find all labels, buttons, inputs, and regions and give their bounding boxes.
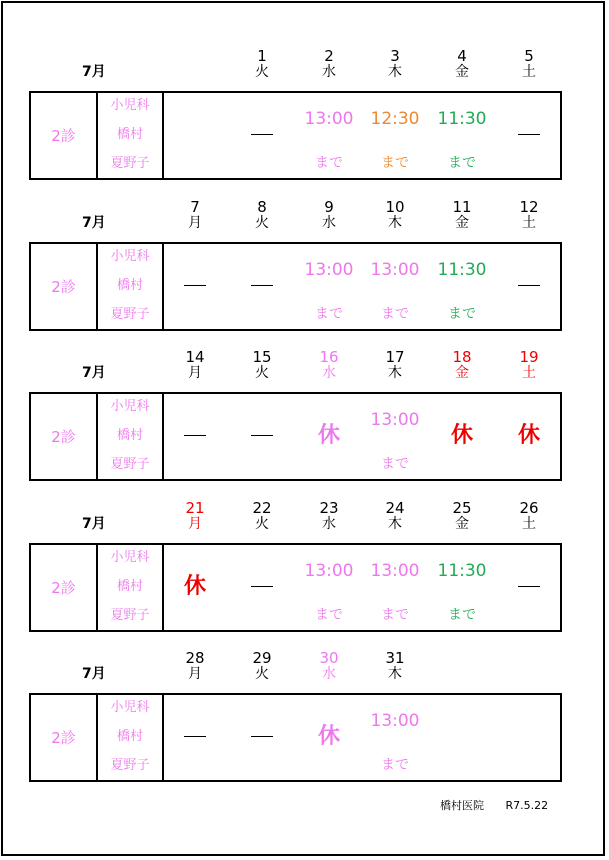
until-label: まで <box>381 757 409 773</box>
day-number: 5 <box>524 47 534 65</box>
weekday: 土 <box>522 64 536 80</box>
weekday: 月 <box>188 516 202 532</box>
day-number: 29 <box>252 649 272 667</box>
closed-label: 休 <box>450 423 473 448</box>
department-label: 2診 <box>51 428 76 446</box>
day-header <box>365 199 425 231</box>
weekday: 月 <box>188 365 202 381</box>
doctor-label: 小児科 <box>110 98 150 113</box>
month-label: 7月 <box>82 365 106 381</box>
day-header <box>232 650 292 682</box>
day-header <box>499 500 559 532</box>
day-header <box>499 199 559 231</box>
month-label: 7月 <box>82 64 106 80</box>
day-header <box>299 650 359 682</box>
day-header <box>232 48 292 80</box>
end-time: 13:00 <box>304 561 354 581</box>
week-block <box>0 649 609 784</box>
weekday: 土 <box>522 215 536 231</box>
weekday: 木 <box>388 215 402 231</box>
day-header <box>299 48 359 80</box>
day-number: 31 <box>385 649 405 667</box>
doctor-label: 橋村 <box>116 278 143 293</box>
divider <box>162 394 164 479</box>
weekday: 水 <box>322 215 336 231</box>
until-label: まで <box>315 306 343 322</box>
day-number: 16 <box>319 348 339 366</box>
day-number: 21 <box>185 499 205 517</box>
day-header <box>299 199 359 231</box>
dash-no-clinic <box>184 435 206 436</box>
weekday: 火 <box>255 64 269 80</box>
week-block <box>0 198 609 333</box>
end-time: 11:30 <box>437 260 487 280</box>
closed-label: 休 <box>517 423 540 448</box>
doctor-label: 小児科 <box>110 550 150 565</box>
week-block <box>0 348 609 483</box>
weekday: 火 <box>255 365 269 381</box>
day-header <box>432 199 492 231</box>
weekday: 金 <box>455 215 469 231</box>
schedule-box <box>29 392 562 481</box>
end-time: 13:00 <box>370 260 420 280</box>
revision-date: R7.5.22 <box>505 799 549 812</box>
doctor-label: 夏野子 <box>110 156 150 171</box>
schedule-box <box>29 543 562 632</box>
doctor-label: 夏野子 <box>110 608 150 623</box>
department-label: 2診 <box>51 127 76 145</box>
weekday: 木 <box>388 516 402 532</box>
day-header <box>365 349 425 381</box>
day-header <box>299 349 359 381</box>
day-header <box>365 650 425 682</box>
day-header <box>365 48 425 80</box>
doctor-label: 夏野子 <box>110 307 150 322</box>
day-header <box>165 500 225 532</box>
schedule-box <box>29 91 562 180</box>
doctor-label: 橋村 <box>116 428 143 443</box>
doctor-label: 小児科 <box>110 700 150 715</box>
doctor-label: 橋村 <box>116 127 143 142</box>
day-header <box>299 500 359 532</box>
closed-label: 休 <box>317 423 340 448</box>
day-number: 22 <box>252 499 272 517</box>
weekday: 火 <box>255 666 269 682</box>
day-number: 4 <box>457 47 467 65</box>
day-number: 3 <box>390 47 400 65</box>
end-time: 13:00 <box>304 109 354 129</box>
day-number: 12 <box>519 198 539 216</box>
day-number: 11 <box>452 198 472 216</box>
day-number: 19 <box>519 348 539 366</box>
day-header <box>165 349 225 381</box>
day-number: 30 <box>319 649 339 667</box>
department-label: 2診 <box>51 278 76 296</box>
day-header <box>432 500 492 532</box>
dash-no-clinic <box>518 134 540 135</box>
divider <box>162 244 164 329</box>
day-number: 14 <box>185 348 205 366</box>
day-number: 8 <box>257 198 267 216</box>
weekday: 月 <box>188 666 202 682</box>
weekday: 木 <box>388 666 402 682</box>
day-number: 1 <box>257 47 267 65</box>
until-label: まで <box>381 155 409 171</box>
day-number: 17 <box>385 348 405 366</box>
weekday: 土 <box>522 365 536 381</box>
day-header <box>232 349 292 381</box>
department-label: 2診 <box>51 729 76 747</box>
weekday: 金 <box>455 365 469 381</box>
weekday: 火 <box>255 516 269 532</box>
day-number: 18 <box>452 348 472 366</box>
dash-no-clinic <box>251 134 273 135</box>
end-time: 12:30 <box>370 109 420 129</box>
day-number: 26 <box>519 499 539 517</box>
until-label: まで <box>448 607 476 623</box>
doctor-label: 小児科 <box>110 249 150 264</box>
day-number: 2 <box>324 47 334 65</box>
dash-no-clinic <box>518 586 540 587</box>
dash-no-clinic <box>518 285 540 286</box>
end-time: 11:30 <box>437 561 487 581</box>
dash-no-clinic <box>251 435 273 436</box>
schedule-box <box>29 242 562 331</box>
day-header <box>232 500 292 532</box>
month-label: 7月 <box>82 666 106 682</box>
weekday: 金 <box>455 516 469 532</box>
weekday: 木 <box>388 64 402 80</box>
day-number: 28 <box>185 649 205 667</box>
day-number: 7 <box>190 198 200 216</box>
until-label: まで <box>381 607 409 623</box>
doctor-label: 橋村 <box>116 729 143 744</box>
day-header <box>232 199 292 231</box>
end-time: 13:00 <box>370 711 420 731</box>
until-label: まで <box>315 607 343 623</box>
weekday: 木 <box>388 365 402 381</box>
divider <box>162 93 164 178</box>
doctor-label: 夏野子 <box>110 457 150 472</box>
weekday: 水 <box>322 516 336 532</box>
closed-label: 休 <box>183 574 206 599</box>
day-header <box>432 48 492 80</box>
doctor-label: 夏野子 <box>110 758 150 773</box>
day-number: 15 <box>252 348 272 366</box>
end-time: 13:00 <box>370 410 420 430</box>
day-header <box>165 650 225 682</box>
doctor-label: 小児科 <box>110 399 150 414</box>
weekday: 水 <box>322 64 336 80</box>
department-label: 2診 <box>51 579 76 597</box>
until-label: まで <box>315 155 343 171</box>
until-label: まで <box>448 306 476 322</box>
doctor-label: 橋村 <box>116 579 143 594</box>
day-header <box>499 349 559 381</box>
day-header <box>165 199 225 231</box>
dash-no-clinic <box>184 285 206 286</box>
end-time: 13:00 <box>304 260 354 280</box>
weekday: 水 <box>322 666 336 682</box>
dash-no-clinic <box>251 586 273 587</box>
end-time: 11:30 <box>437 109 487 129</box>
week-block <box>0 499 609 634</box>
until-label: まで <box>381 456 409 472</box>
day-number: 9 <box>324 198 334 216</box>
dash-no-clinic <box>184 736 206 737</box>
month-label: 7月 <box>82 516 106 532</box>
footer <box>440 797 566 813</box>
day-header <box>432 349 492 381</box>
day-number: 23 <box>319 499 339 517</box>
weekday: 月 <box>188 215 202 231</box>
clinic-name: 橋村医院 <box>440 799 484 812</box>
closed-label: 休 <box>317 724 340 749</box>
weekday: 土 <box>522 516 536 532</box>
schedule-box <box>29 693 562 782</box>
until-label: まで <box>381 306 409 322</box>
weekday: 火 <box>255 215 269 231</box>
day-header <box>365 500 425 532</box>
end-time: 13:00 <box>370 561 420 581</box>
until-label: まで <box>448 155 476 171</box>
dash-no-clinic <box>251 736 273 737</box>
weekday: 水 <box>322 365 336 381</box>
day-number: 24 <box>385 499 405 517</box>
day-number: 10 <box>385 198 405 216</box>
month-label: 7月 <box>82 215 106 231</box>
divider <box>162 695 164 780</box>
week-block <box>0 47 609 182</box>
day-number: 25 <box>452 499 472 517</box>
day-header <box>499 48 559 80</box>
dash-no-clinic <box>251 285 273 286</box>
weekday: 金 <box>455 64 469 80</box>
